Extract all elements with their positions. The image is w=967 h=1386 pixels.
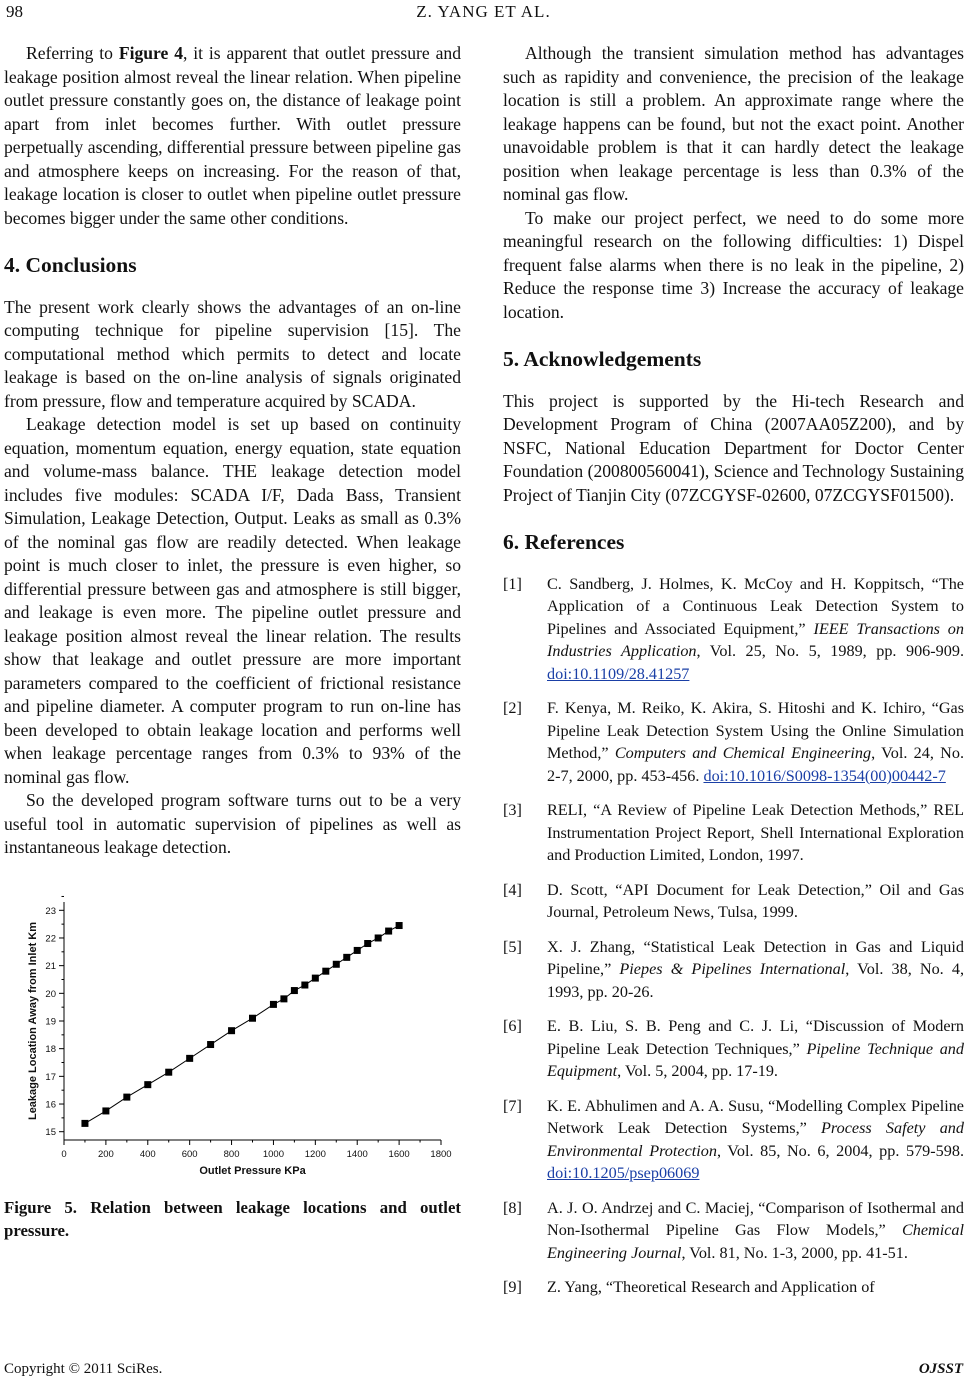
data-point (81, 1119, 88, 1126)
reference-item (503, 1015, 964, 1083)
x-axis-label: Outlet Pressure KPa (199, 1164, 306, 1177)
y-tick-label: 15 (45, 1126, 56, 1138)
reference-number: [2] (503, 699, 522, 717)
reference-item (503, 936, 964, 1004)
reference-source: Piepes & Pipelines International (619, 960, 846, 978)
y-tick-label: 18 (45, 1043, 56, 1055)
data-point (186, 1054, 193, 1061)
section-heading-references: 6. References (503, 530, 625, 554)
reference-text: C. Sandberg, J. Holmes, K. McCoy and H. Koppitsch, “The Application of a Continuous Leak Detection System to Pipelines and Associated Equipment,” (547, 574, 964, 638)
text-span: Referring to (26, 43, 119, 63)
x-tick-label: 600 (181, 1148, 198, 1160)
doi-link[interactable]: doi:10.1205/psep06069 (547, 1164, 700, 1182)
reference-item (503, 573, 964, 686)
data-point (312, 974, 319, 981)
figure-5 (4, 890, 461, 1190)
reference-details: , Vol. 24, No. 2-7, 2000, pp. 453-456. (547, 744, 965, 785)
reference-source: Process Safety and Environmental Protection (547, 1119, 964, 1160)
data-point (333, 960, 340, 967)
y-tick-label: 22 (45, 932, 56, 944)
x-tick-label: 400 (139, 1148, 156, 1160)
data-point (249, 1014, 256, 1021)
reference-item (503, 1095, 964, 1185)
data-point (375, 934, 382, 941)
x-tick-label: 1400 (346, 1148, 368, 1160)
reference-text: Z. Yang, “Theoretical Research and Application of (547, 1278, 875, 1296)
data-point (322, 967, 329, 974)
page-number: 98 (6, 2, 23, 21)
reference-details: , Vol. 38, No. 4, 1993, pp. 20-26. (547, 960, 964, 1001)
data-point (207, 1041, 214, 1048)
reference-text: RELI, “A Review of Pipeline Leak Detection Methods,” REL Instrumentation Project Report, Shell International Exploration and Production Limited, London, 1997. (547, 801, 964, 864)
y-tick-label: 19 (45, 1016, 56, 1027)
x-tick-label: 1000 (262, 1148, 285, 1160)
x-tick-label: 0 (61, 1148, 67, 1160)
reference-list (503, 573, 964, 1299)
reference-text: K. E. Abhulimen and A. A. Susu, “Modelling Complex Pipeline Network Leak Detection Systems,” (547, 1096, 964, 1137)
y-tick-label: 17 (45, 1071, 56, 1083)
data-point (343, 953, 350, 960)
data-point (280, 995, 287, 1002)
reference-source: Computers and Chemical Engineering (614, 744, 872, 762)
reference-source: IEEE Transactions on Industries Application (547, 619, 964, 660)
reference-item (503, 697, 964, 787)
paragraph-future-work: To make our project perfect, we need to do some more meaningful research on the following difficulties: 1) Dispel frequent false alarms when there is no leak in the pipeline, 2) Reduce the response time 3) Increase the accuracy of leakage location. (503, 207, 964, 322)
doi-link[interactable]: doi:10.1109/28.41257 (547, 664, 690, 683)
right-column (503, 42, 964, 1311)
series-line (85, 925, 399, 1123)
running-head: Z. YANG ET AL. (416, 2, 551, 21)
data-point (354, 946, 361, 953)
reference-text: X. J. Zhang, “Statistical Leak Detection in Gas and Liquid Pipeline,” (547, 937, 964, 978)
doi-link[interactable]: doi:10.1016/S0098-1354(00)00442-7 (703, 766, 946, 785)
reference-details: , Vol. 81, No. 1-3, 2000, pp. 41-51. (681, 1243, 908, 1262)
reference-item (503, 1276, 964, 1299)
reference-text: E. B. Liu, S. B. Peng and C. J. Li, “Discussion of Modern Pipeline Leak Detection Techniques,” (547, 1017, 964, 1058)
reference-number: [5] (503, 937, 522, 956)
scatter-chart (4, 890, 461, 1190)
reference-number: [9] (503, 1278, 522, 1296)
figure-caption: Figure 5. Relation between leakage locations and outlet pressure. (4, 1197, 461, 1240)
x-tick-label: 1800 (430, 1148, 452, 1160)
data-point (228, 1027, 235, 1034)
data-point (291, 987, 298, 994)
reference-details: , Vol. 5, 2004, pp. 17-19. (617, 1062, 778, 1080)
data-point (144, 1081, 151, 1088)
paragraph-figure4 (4, 42, 461, 230)
reference-number: [8] (503, 1198, 522, 1217)
data-point (270, 1000, 277, 1007)
section-heading-conclusions: 4. Conclusions (4, 253, 137, 277)
reference-source: Pipeline Technique and Equipment (547, 1039, 964, 1080)
y-tick-label: 20 (45, 988, 56, 1000)
reference-number: [6] (503, 1017, 522, 1035)
page-header (0, 0, 967, 30)
journal-abbrev: OJSST (918, 1361, 963, 1377)
y-tick-label: 21 (45, 960, 56, 972)
paragraph-acknowledgements: This project is supported by the Hi-tech Research and Development Program of China (2007AA05Z200), and by NSFC, National Education Department for Doctor Center Foundation (200800560041), Science and Technology Sustaining Project of Tianjin City (07ZCGYSF-02600, 07ZCGYSF01500). (503, 390, 964, 505)
x-tick-label: 1600 (388, 1148, 410, 1160)
y-axis-label: Leakage Location Away from Inlet Km (27, 921, 39, 1120)
page-footer (0, 1361, 967, 1385)
data-point (123, 1093, 130, 1100)
x-tick-label: 1200 (304, 1148, 326, 1160)
reference-text: A. J. O. Andrzej and C. Maciej, “Comparison of Isothermal and Non-Isothermal Pipeline Gas Flow Models,” (547, 1198, 964, 1239)
y-tick-label: 16 (45, 1099, 56, 1111)
x-tick-label: 200 (97, 1148, 114, 1160)
reference-text: D. Scott, “API Document for Leak Detection,” Oil and Gas Journal, Petroleum News, Tulsa, 1999. (547, 880, 964, 921)
reference-item (503, 1197, 964, 1265)
data-point (165, 1068, 172, 1075)
data-point (385, 927, 392, 934)
data-point (102, 1107, 109, 1114)
reference-details: , Vol. 25, No. 5, 1989, pp. 906-909. (696, 642, 964, 660)
figure4-ref: Figure 4 (118, 43, 184, 63)
paragraph-transient: Although the transient simulation method has advantages such as rapidity and convenience, the precision of the leakage location is still a problem. An approximate range where the leakage happens can be found, but not the exact point. Another unavoidable problem is that it can hardly detect the leakage position when leakage percentage is less than 0.3% of the nominal gas flow. (503, 43, 964, 204)
reference-item (503, 879, 964, 924)
data-point (364, 940, 371, 947)
reference-number: [7] (503, 1096, 522, 1115)
paragraph-conclusions-1: The present work clearly shows the advantages of an on-line computing technique for pipeline supervision [15]. The computational method which permits to detect and locate leakage is based on the on-line analysis of signals originated from pressure, flow and temperature acquired by SCADA. (4, 296, 461, 411)
paragraph-conclusions-3: So the developed program software turns out to be a very useful tool in automatic supervision of pipelines as well as instantaneous leakage detection. (4, 790, 461, 857)
reference-number: [3] (503, 801, 522, 819)
text-span: , it is apparent that outlet pressure and leakage position almost reveal the linear relation. When pipeline outlet pressure constantly goes on, the distance of leakage point apart from inlet becomes further. With outlet pressure perpetually ascending, differential pressure between pipeline gas and atmosphere keeps on increasing. For the reason of that, leakage location is closer to outlet when pipeline outlet pressure becomes bigger under the same other conditions. (4, 43, 461, 228)
reference-number: [1] (503, 574, 522, 593)
paragraph-conclusions-2: Leakage detection model is set up based on continuity equation, momentum equation, energy equation, state equation and volume-mass balance. THE leakage detection model includes five modules: SCADA I/F, Dada Bass, Transient Simulation, Leakage Detection, Output. Leaks as small as 0.3% of the nominal gas flow are readily detected. When leakage point is much closer to inlet, the pressure is even higher, so differential pressure between gas and atmosphere is still bigger, and leakage is even more. The pipeline outlet pressure and leakage position almost reveal the linear relation. The results show that leakage and outlet pressure are more important parameters compared to the coefficient of frictional resistance and pipeline diameter. A computer program to run on-line has been developed to obtain leakage location and performs well when leakage percentage ranges from 0.3% to 93% of the nominal gas flow. (4, 414, 461, 787)
data-point (301, 981, 308, 988)
copyright-notice: Copyright © 2011 SciRes. (4, 1361, 163, 1377)
reference-source: Chemical Engineering Journal (547, 1221, 964, 1262)
reference-details: , Vol. 85, No. 6, 2004, pp. 579-598. (716, 1141, 964, 1160)
section-heading-acknowledgements: 5. Acknowledgements (503, 347, 702, 371)
left-column (4, 42, 461, 1242)
reference-item (503, 799, 964, 867)
reference-number: [4] (503, 880, 522, 899)
data-point (396, 922, 403, 929)
reference-text: F. Kenya, M. Reiko, K. Akira, S. Hitoshi and K. Ichiro, “Gas Pipeline Leak Detection System Using the Online Simulation Method,” (547, 699, 964, 762)
y-tick-label: 23 (45, 905, 56, 917)
x-tick-label: 800 (223, 1148, 240, 1160)
